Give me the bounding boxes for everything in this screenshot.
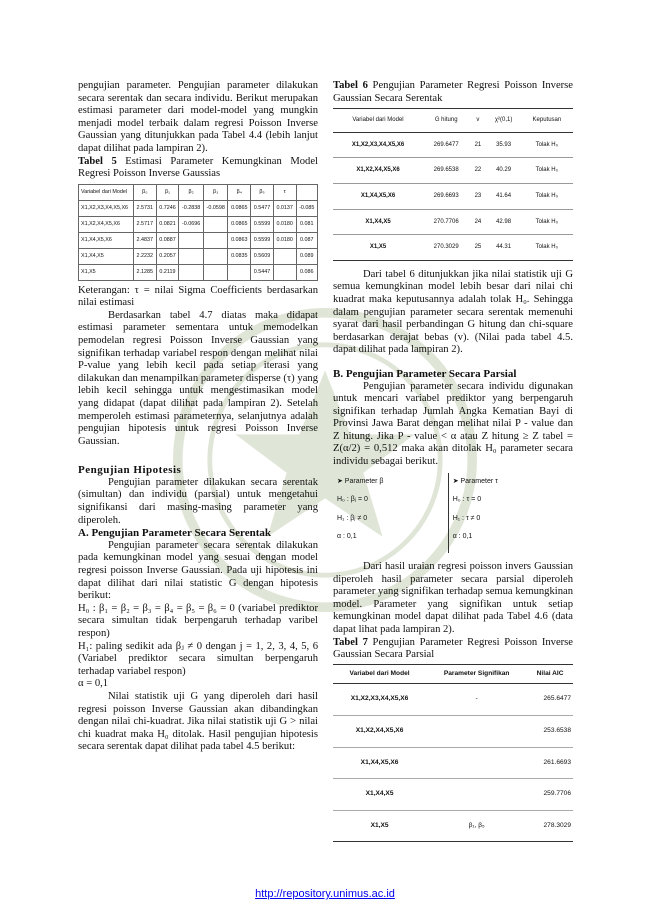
table7-cell: X1,X5 [333,810,426,842]
left-column [78,80,318,754]
table5-header-cell: β₂ [179,184,204,200]
table5-cell: 0.087 [296,232,317,248]
table7-cell: 261.6693 [527,747,573,779]
table5-cell: -0.0598 [203,200,228,216]
table7-cell: X1,X4,X5,X6 [333,747,426,779]
table6-cell: X1,X4,X5,X6 [333,183,423,209]
table6-cell: 23 [469,183,486,209]
hypothesis-beta-line: α : 0,1 [337,533,357,541]
table5-cell: 2.5717 [133,216,156,232]
table5-cell: 0.7246 [156,200,179,216]
table5-cell [273,264,296,280]
table6-cell: Tolak H₀ [521,209,573,235]
table6-cell: X1,X4,X5 [333,209,423,235]
table5-row [79,264,318,280]
paragraph-hypothesis-intro: Pengujian parameter dilakukan secara serentak (simultan) dan individu (parsial) untuk mengetahui signifikansi dari masing-masing parameter yang diperoleh. [78,476,318,526]
table6-row [333,235,573,261]
table7-cell: 259.7706 [527,779,573,811]
table5-cell: 0.0887 [156,232,179,248]
table6-cell: 269.6693 [423,183,469,209]
table7-row [333,810,573,842]
table5-cell [203,264,228,280]
footer [0,888,650,900]
table6-cell: 24 [469,209,486,235]
right-column [333,80,573,842]
table5-cell: 0.5599 [251,216,274,232]
table7-header-cell: Variabel dari Model [333,664,426,684]
table5-cell: -0.0696 [179,216,204,232]
table5-cell: 0.0137 [273,200,296,216]
table5-cell: 0.0865 [228,216,251,232]
hypothesis-h1: H₁: paling sedikit ada βⱼ ≠ 0 dengan j = 1, 2, 3, 4, 5, 6 (Variabel prediktor secara simultan berpengaruh terhadap variabel respon) [78,640,318,677]
hypothesis-box [333,473,573,553]
table7-partial-test [333,664,573,843]
table6-cell: 22 [469,158,486,184]
table5-cell [203,232,228,248]
table6-header-cell: v [469,109,486,133]
table5-header-cell: β₃ [203,184,228,200]
table5-cell: 0.086 [296,264,317,280]
table5-cell: 0.089 [296,248,317,264]
table5-cell [203,248,228,264]
paragraph-serentak: Pengujian parameter secara serentak dilakukan pada kemungkinan model yang sesuai dengan model regresi poisson Inverse Gaussian. Pada uji hipotesis ini dapat dilihat dari nilai statistic G dengan hipotesis berikut: [78,539,318,602]
table6-cell: Tolak H₀ [521,183,573,209]
table7-cell: X1,X4,X5 [333,779,426,811]
table5-cell: 0.081 [296,216,317,232]
table7-row [333,715,573,747]
table7-cell: β₁, β₅ [426,810,527,842]
table5-cell: 2.2232 [133,248,156,264]
repository-link[interactable]: http://repository.unimus.ac.id [255,888,395,900]
hypothesis-tau [448,473,573,553]
table5-header-cell [296,184,317,200]
alpha-value: α = 0,1 [78,678,109,690]
table5-header-cell: β₀ [133,184,156,200]
table5-header-cell: Variabel dari Model [79,184,134,200]
table6-row [333,209,573,235]
table7-cell [426,779,527,811]
table5-cell: 2.5731 [133,200,156,216]
hypothesis-beta [333,473,448,553]
table5-caption: Tabel 5 Estimasi Parameter Kemungkinan Model Regresi Poisson Inverse Gaussias [78,155,319,180]
table5-cell: 0.0865 [228,200,251,216]
hypothesis-tau-line: H₀ : τ = 0 [452,496,482,504]
table7-cell [426,715,527,747]
hypothesis-tau-line: α : 0,1 [452,533,473,541]
table5-cell: 2.1285 [133,264,156,280]
table5-cell: 2.4837 [133,232,156,248]
table5-cell [273,248,296,264]
subsection-a-serentak: A. Pengujian Parameter Secara Serentak [78,527,271,540]
section-pengujian-hipotesis: Pengujian Hipotesis [78,464,182,477]
table6-caption: Tabel 6 Pengujian Parameter Regresi Poisson Inverse Gaussian Secara Serentak [333,80,574,104]
table6-cell: 44.31 [486,235,520,261]
table5-cell: 0.2119 [156,264,179,280]
table6-row [333,183,573,209]
table5-cell: 0.5609 [251,248,274,264]
table6-header-cell: Keputusan [521,109,573,133]
hypothesis-beta-line: H₁ : βⱼ ≠ 0 [337,514,368,522]
table7-cell: 278.3029 [527,810,573,842]
table7-cell [426,747,527,779]
table6-cell: Tolak H₀ [521,235,573,261]
table5-cell [228,264,251,280]
paragraph-parsial-result: Dari hasil uraian regresi poisson invers Gaussian diperoleh hasil parameter secara parsial diperoleh parameter yang signifikan terhadap semua kemungkinan model. Parameter yang signifikan untuk setiap kemungkinan model dapat dilihat pada Tabel 4.6 (data dapat lihat pada lampiran 2). [333,561,573,635]
table6-cell: X1,X2,X3,X4,X5,X6 [333,132,423,158]
table7-header-cell: Parameter Signifikan [426,664,527,684]
table6-cell: Tolak H₀ [521,132,573,158]
table6-cell: X1,X5 [333,235,423,261]
table6-row [333,132,573,158]
table6-cell: 40.29 [486,158,520,184]
table6-header-cell: Variabel dari Model [333,109,423,133]
table7-row [333,779,573,811]
hypothesis-beta-line: ➤ Parameter β [337,477,384,485]
table5-cell: X1,X4,X5 [79,248,134,264]
paragraph-estimation: Berdasarkan tabel 4.7 diatas maka didapat estimasi parameter sementara untuk memodelkan pemodelan regresi Poisson Inverse Gaussian yang signifikan terhadap variabel respon dengan melihat nilai P-value yang lebih kecil pada setiap iterasi yang dilakukan dan menampilkan parameter disperse (τ) yang lebih kecil sehingga untuk mengestimasikan model yang didapat (dapat dilihat pada lampiran 2). Setelah memperoleh estimasi parameternya, selanjutnya adalah pengujian hipotesis untuk regresi Poisson Inverse Gaussian. [78,309,318,447]
table5-header-cell: β₅ [251,184,274,200]
table5-cell [179,248,204,264]
table7-caption: Tabel 7 Pengujian Parameter Regresi Poisson Inverse Gaussian Secara Parsial [333,636,574,661]
table6-cell: 269.6538 [423,158,469,184]
table5-cell: 0.2057 [156,248,179,264]
table5-note: Keterangan: τ = nilai Sigma Coefficients berdasarkan nilai estimasi [78,284,318,309]
table6-row [333,158,573,184]
paragraph-intro: pengujian parameter. Pengujian parameter dilakukan secara serentak dan secara individu. Berikut merupakan estimasi parameter dari model-model yang mungkin menjadi model terbaik dalam regresi Poisson Inverse Gaussian yang ditunjukkan pada Tabel 4.4 (lebih lanjut dapat dilihat pada lampiran 2). [78,80,318,154]
table6-cell: 25 [469,235,486,261]
table6-cell: 35.93 [486,132,520,158]
table5-cell: X1,X4,X5,X6 [79,232,134,248]
paragraph-table6-result: Dari tabel 6 ditunjukkan jika nilai statistik uji G semua kemungkinan model lebih besar dari nilai chi kuadrat maka keputusannya adalah tolak H₀. Sehingga dalam pengujian parameter secara serentak memenuhi syarat dari hasil perbandingan G hitung dan chi-square berdasarkan derajat bebas (v). (Nilai pada tabel 4.5. dapat dilihat pada lampiran 2). [333,268,573,356]
table6-cell: 270.7706 [423,209,469,235]
table5-header-cell: β₄ [228,184,251,200]
table7-header-cell: Nilai AIC [527,664,573,684]
table5-cell: 0.5599 [251,232,274,248]
hypothesis-beta-line: H₀ : βⱼ = 0 [337,496,368,504]
paragraph-parsial: Pengujian parameter secara individu digunakan untuk mencari variabel prediktor yang berpengaruh signifikan terhadap Jumlah Angka Kematian Bayi di Provinsi Jawa Barat dengan melihat nilai P - value dan Z hitung. Jika P - value < α atau Z hitung ≥ Z tabel = Z(α/2) = 0,512 maka akan ditolak H₀ parameter secara individu sebagai berikut. [333,380,573,468]
table5-cell: 0.5447 [251,264,274,280]
table5-row [79,248,318,264]
table6-label: Tabel 6 [333,80,368,91]
table5-label: Tabel 5 [78,155,117,167]
table5-cell: 0.0180 [273,232,296,248]
table6-cell: 21 [469,132,486,158]
table5-cell: -0.085 [296,200,317,216]
table7-row [333,684,573,716]
table5-row [79,232,318,248]
table5-cell: X1,X2,X4,X5,X6 [79,216,134,232]
table5-cell [179,264,204,280]
table6-cell: 269.6477 [423,132,469,158]
table6-simultaneous-test [333,108,573,261]
subsection-b-parsial: B. Pengujian Parameter Secara Parsial [333,367,517,380]
table5-cell: -0.2838 [179,200,204,216]
table6-cell: 41.64 [486,183,520,209]
table5-cell [203,216,228,232]
hypothesis-tau-line: ➤ Parameter τ [452,477,498,485]
table5-parameter-estimates [78,184,318,281]
table5-header-cell: β₁ [156,184,179,200]
table5-cell: X1,X5 [79,264,134,280]
table5-cell: 0.0863 [228,232,251,248]
table7-cell: - [426,684,527,716]
table7-cell: X1,X2,X4,X5,X6 [333,715,426,747]
table5-cell: 0.5477 [251,200,274,216]
table6-cell: 270.3029 [423,235,469,261]
table7-label: Tabel 7 [333,636,368,648]
table5-cell: X1,X2,X3,X4,X5,X6 [79,200,134,216]
table5-row [79,216,318,232]
hypothesis-h0: H₀ : β₁ = β₂ = β₃ = β₄ = β₅ = β₆ = 0 (variabel prediktor secara simultan tidak berpengaruh terhadap varibel respon) [78,602,318,639]
table6-cell: Tolak H₀ [521,158,573,184]
table7-cell: 253.6538 [527,715,573,747]
table6-cell: 42.98 [486,209,520,235]
table5-row [79,200,318,216]
table6-cell: X1,X2,X4,X5,X6 [333,158,423,184]
table7-cell: 265.6477 [527,684,573,716]
table7-cell: X1,X2,X3,X4,X5,X6 [333,684,426,716]
table6-header-cell: G hitung [423,109,469,133]
table5-cell [179,232,204,248]
table5-cell: 0.0180 [273,216,296,232]
table6-header-cell: χ²(0,1) [486,109,520,133]
table5-header-cell: τ [273,184,296,200]
table5-cell: 0.0835 [228,248,251,264]
table7-row [333,747,573,779]
hypothesis-tau-line: H₁ : τ ≠ 0 [452,514,481,522]
paragraph-g-statistic: Nilai statistik uji G yang diperoleh dari hasil regresi poisson Inverse Gaussian akan dibandingkan dengan nilai chi-kuadrat. Jika nilai statistik uji G > nilai chi kuadrat maka H₀ ditolak. Hasil pengujian hipotesis secara serentak dapat dilihat pada tabel 4.5 berikut: [78,690,318,753]
table5-cell: 0.0821 [156,216,179,232]
